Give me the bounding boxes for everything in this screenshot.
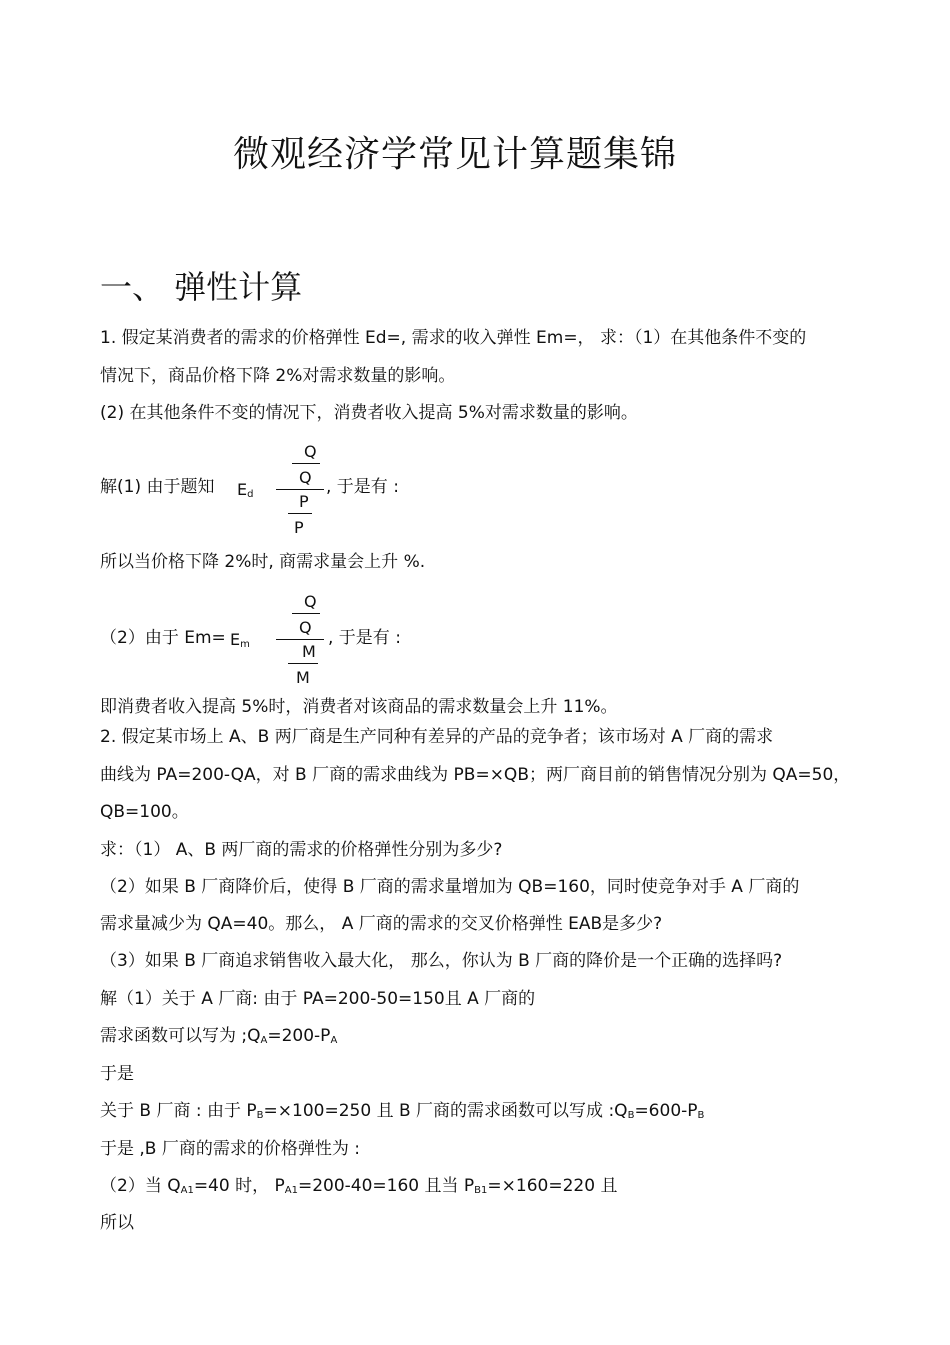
fraction-bar — [288, 663, 318, 664]
fraction-term: Q — [304, 592, 317, 611]
text-line: 需求函数可以写为 $;Q_A=200-P_A$ — [100, 1026, 338, 1046]
text-line: （3）如果 B 厂商追求销售收入最大化， 那么，你认为 B 厂商的降价是一个正确的选择吗? — [100, 951, 783, 971]
fraction-bar — [292, 613, 320, 614]
text-line: 曲线为 PA=200-QA，对 B 厂商的需求曲线为 PB=×QB；两厂商目前的销售情况分别为 QA=50， — [100, 765, 851, 785]
text-line: 解（1）关于 A 厂商: 由于 PA=200-50=150且 A 厂商的 — [100, 989, 536, 1009]
elasticity-symbol: $E_m$ — [230, 630, 250, 650]
fraction-bar — [288, 513, 312, 514]
fraction-term: Q — [304, 442, 317, 461]
text-line: 求：（1） A、B 两厂商的需求的价格弹性分别为多少? — [100, 840, 503, 860]
text-line: （2）当 $Q_{A1}=40$ 时， $P_{A1}=200-40=160$ 且当 $P_{B1}=\times 160=220$ 且 — [100, 1176, 618, 1196]
text-line: （2）如果 B 厂商降价后，使得 B 厂商的需求量增加为 QB=160，同时使竞争对手 A 厂商的 — [100, 877, 800, 897]
text-line: QB=100。 — [100, 802, 189, 822]
text-line: , 于是有 : — [326, 477, 399, 497]
text-line: 2. 假定某市场上 A、B 两厂商是生产同种有差异的产品的竞争者；该市场对 A 厂商的需求 — [100, 727, 774, 747]
fraction-bar — [292, 463, 320, 464]
fraction-term: Q — [299, 468, 312, 487]
text-line: 解(1) 由于题知 — [100, 477, 215, 497]
section-heading: 一、 弹性计算 — [100, 268, 303, 306]
fraction-term: M — [296, 668, 310, 687]
fraction-term: M — [302, 642, 316, 661]
elasticity-symbol: $E_d$ — [237, 480, 254, 500]
text-line: 于是 ,B 厂商的需求的价格弹性为 : — [100, 1139, 361, 1159]
fraction-term: P — [299, 492, 309, 511]
fraction-bar — [276, 489, 324, 490]
text-line: （2）由于 Em= — [100, 628, 226, 648]
text-line: 于是 — [100, 1064, 134, 1084]
fraction-term: Q — [299, 618, 312, 637]
text-line: 所以当价格下降 2%时, 商需求量会上升 %. — [100, 552, 426, 572]
text-line: 即消费者收入提高 5%时，消费者对该商品的需求数量会上升 11%。 — [100, 697, 618, 717]
text-line: 所以 — [100, 1213, 134, 1233]
text-line: 关于 B 厂商 : 由于 $P_B=\times 100=250$ 且 B 厂商的需求函数可以写成 $:Q_B=600-P_B$ — [100, 1101, 705, 1121]
text-line: (2) 在其他条件不变的情况下，消费者收入提高 5%对需求数量的影响。 — [100, 403, 638, 423]
fraction-term: P — [294, 518, 304, 537]
text-line: 需求量减少为 QA=40。那么， A 厂商的需求的交叉价格弹性 EAB是多少? — [100, 914, 663, 934]
document-title: 微观经济学常见计算题集锦 — [232, 134, 677, 175]
text-line: 1. 假定某消费者的需求的价格弹性 Ed=, 需求的收入弹性 Em=， 求：（1）在其他条件不变的 — [100, 328, 807, 348]
fraction-bar — [276, 639, 324, 640]
text-line: , 于是有 : — [328, 628, 401, 648]
text-line: 情况下，商品价格下降 2%对需求数量的影响。 — [100, 366, 456, 386]
